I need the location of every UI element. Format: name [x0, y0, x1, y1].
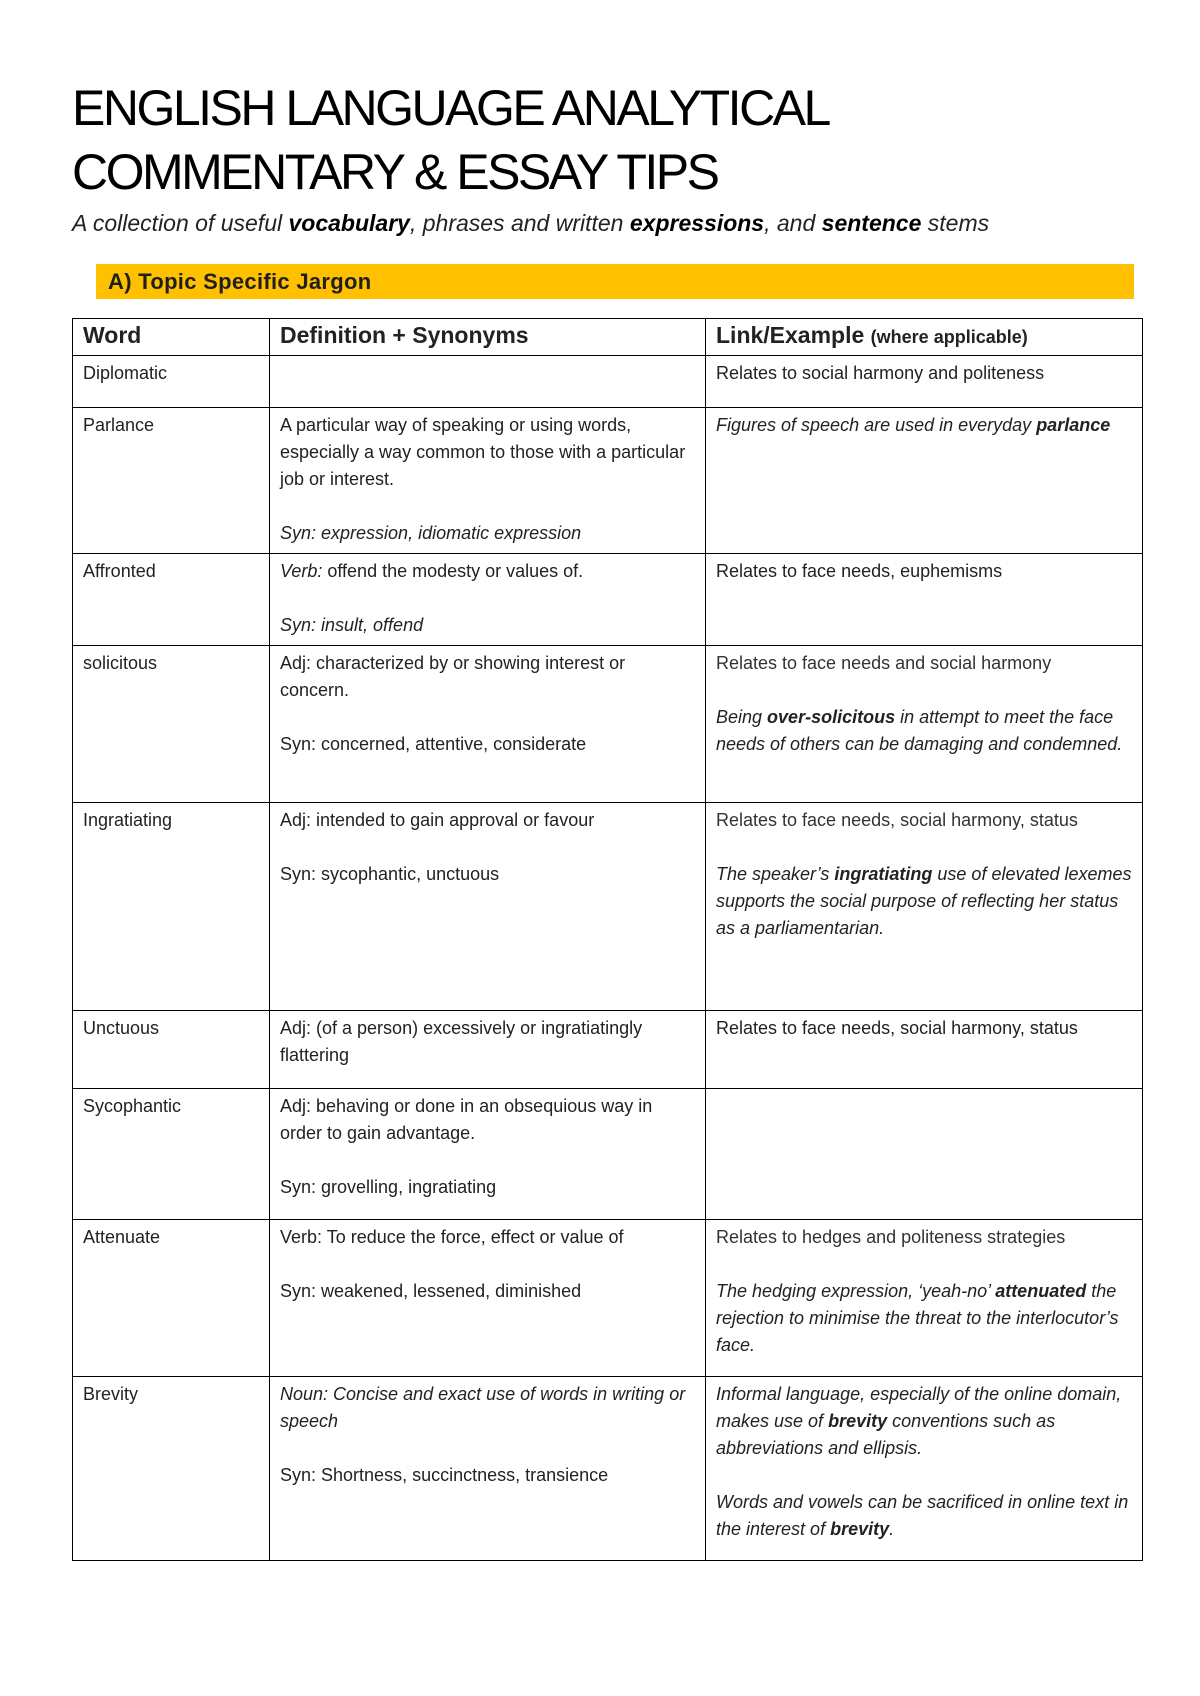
word-cell: solicitous [73, 646, 270, 803]
table-row [73, 803, 1143, 1011]
header-link-example [706, 319, 1143, 356]
table-row [73, 1377, 1143, 1561]
definition-cell [270, 803, 706, 1011]
example-keyword: brevity [830, 1519, 890, 1539]
header-word: Word [73, 319, 270, 356]
word-cell: Brevity [73, 1377, 270, 1561]
table-row [73, 408, 1143, 554]
example-part: in attempt to meet the face needs of others can be damaging and condemned. [716, 707, 1123, 754]
table-header-row [73, 319, 1143, 356]
link-cell: Relates to social harmony and politeness [706, 356, 1143, 408]
header-definition: Definition + Synonyms [270, 319, 706, 356]
subtitle-text: , phrases and written [409, 210, 630, 236]
link-cell [706, 646, 1143, 803]
link-cell [706, 408, 1143, 554]
synonyms-text: Syn: weakened, lessened, diminished [280, 1281, 582, 1301]
synonyms-text: Syn: Shortness, succinctness, transience [280, 1465, 609, 1485]
example-keyword: brevity [828, 1411, 888, 1431]
table-row [73, 1220, 1143, 1377]
definition-label: Verb: [280, 561, 323, 581]
table-row [73, 1089, 1143, 1220]
example-text [716, 704, 1132, 758]
example-text [716, 1381, 1132, 1462]
link-cell: Relates to face needs, social harmony, status [706, 1011, 1143, 1089]
definition-cell [270, 1377, 706, 1561]
word-cell: Attenuate [73, 1220, 270, 1377]
definition-text: Adj: behaving or done in an obsequious way in order to gain advantage. [280, 1096, 653, 1143]
example-keyword: attenuated [995, 1281, 1087, 1301]
table-row [73, 554, 1143, 646]
subtitle-text: A collection of useful [72, 210, 289, 236]
definition-cell [270, 1220, 706, 1377]
synonyms-text: Syn: expression, idiomatic expression [280, 523, 582, 543]
example-text [716, 1489, 1132, 1543]
definition-text: Verb: To reduce the force, effect or value of [280, 1227, 624, 1247]
example-text [716, 861, 1132, 942]
example-text: Figures of speech are used in everyday [716, 415, 1037, 435]
example-part: The speaker’s [716, 864, 835, 884]
word-cell: Diplomatic [73, 356, 270, 408]
subtitle-emphasis: sentence [821, 210, 922, 236]
link-cell [706, 1089, 1143, 1220]
synonyms-text: Syn: grovelling, ingratiating [280, 1177, 497, 1197]
link-cell [706, 1377, 1143, 1561]
word-cell: Affronted [73, 554, 270, 646]
subtitle-text: , and [764, 210, 822, 236]
subtitle-emphasis: expressions [629, 210, 765, 236]
section-heading-bar [96, 264, 1134, 299]
link-cell [706, 1220, 1143, 1377]
definition-cell: Adj: (of a person) excessively or ingratiatingly flattering [270, 1011, 706, 1089]
subtitle-emphasis: vocabulary [288, 210, 410, 236]
vocabulary-table [72, 318, 1143, 1561]
definition-text: Adj: characterized by or showing interest or concern. [280, 653, 626, 700]
definition-cell [270, 408, 706, 554]
table-row [73, 356, 1143, 408]
table-row [73, 646, 1143, 803]
title-line-1: ENGLISH LANGUAGE ANALYTICAL [72, 80, 829, 136]
synonyms-text: Syn: concerned, attentive, considerate [280, 734, 587, 754]
definition-body: offend the modesty or values of. [322, 561, 584, 581]
example-part: use of elevated lexemes supports the social purpose of reflecting her status as a parliamentarian. [716, 864, 1132, 938]
definition-text: Noun: Concise and exact use of words in writing or speech [280, 1384, 686, 1431]
definition-cell [270, 356, 706, 408]
definition-text [280, 558, 695, 585]
definition-text: A particular way of speaking or using words, especially a way common to those with a particular job or interest. [280, 415, 686, 489]
word-cell: Unctuous [73, 1011, 270, 1089]
example-keyword: ingratiating [834, 864, 933, 884]
example-part: Informal language, especially of the online domain, makes use of [716, 1384, 1122, 1431]
definition-cell [270, 1089, 706, 1220]
example-part: Words and vowels can be sacrificed in online text in the interest of [716, 1492, 1129, 1539]
example-keyword: parlance [1036, 415, 1111, 435]
definition-cell [270, 646, 706, 803]
link-cell [706, 803, 1143, 1011]
table-row [73, 1011, 1143, 1089]
header-link-label: Link/Example [716, 322, 865, 348]
document-subtitle [72, 210, 989, 237]
header-link-note: (where applicable) [870, 327, 1028, 347]
example-part: Being [716, 707, 768, 727]
section-heading: A) Topic Specific Jargon [108, 269, 372, 294]
link-text: Relates to face needs and social harmony [716, 653, 1052, 673]
example-part: conventions such as abbreviations and ellipsis. [716, 1411, 1056, 1458]
word-cell: Ingratiating [73, 803, 270, 1011]
synonyms-text: Syn: insult, offend [280, 615, 424, 635]
word-cell: Parlance [73, 408, 270, 554]
synonyms-text: Syn: sycophantic, unctuous [280, 864, 500, 884]
word-cell: Sycophantic [73, 1089, 270, 1220]
example-part: the rejection to minimise the threat to the interlocutor’s face. [716, 1281, 1119, 1355]
title-line-2: COMMENTARY & ESSAY TIPS [72, 144, 718, 200]
definition-cell [270, 554, 706, 646]
link-cell: Relates to face needs, euphemisms [706, 554, 1143, 646]
document-title [72, 76, 1132, 204]
example-text [716, 1278, 1132, 1359]
definition-text: Adj: intended to gain approval or favour [280, 810, 595, 830]
subtitle-text: stems [921, 210, 990, 236]
example-part: . [889, 1519, 895, 1539]
link-text: Relates to face needs, social harmony, status [716, 810, 1078, 830]
link-text: Relates to hedges and politeness strategies [716, 1227, 1066, 1247]
example-part: The hedging expression, ‘yeah-no’ [716, 1281, 996, 1301]
example-keyword: over-solicitous [767, 707, 896, 727]
